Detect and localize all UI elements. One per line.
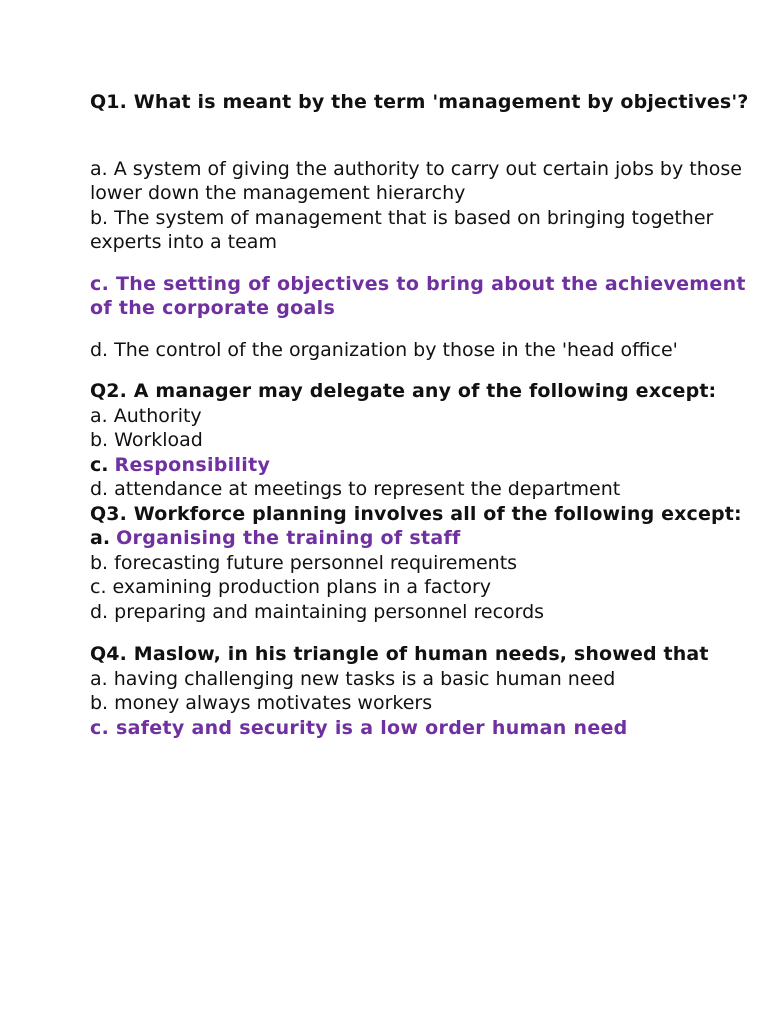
q2-option-c-answer: Responsibility (114, 453, 271, 476)
q3-option-b: b. forecasting future personnel requirements (90, 551, 518, 574)
question-1: Q1. What is meant by the term 'management by objectives'? (90, 91, 749, 113)
q1-option-a: a. A system of giving the authority to carry out certain jobs by those lower down the management hierarchy (90, 157, 742, 204)
q1-option-d: d. The control of the organization by those in the 'head office' (90, 338, 678, 361)
q3-option-c: c. examining production plans in a factory (90, 576, 491, 598)
q2-option-c-prefix: c. (90, 453, 109, 476)
q1-option-b: b. The system of management that is based on bringing together experts into a team (90, 206, 714, 253)
q2-option-c (90, 453, 750, 478)
q4-option-c-answer: c. safety and security is a low order human need (90, 716, 628, 739)
question-3: Q3. Workforce planning involves all of the following except: (90, 502, 742, 525)
q2-option-a: a. Authority (90, 404, 202, 427)
q3-option-a-prefix: a. (90, 527, 111, 549)
q3-option-a (90, 526, 750, 551)
q4-option-b: b. money always motivates workers (90, 692, 433, 714)
q4-option-a: a. having challenging new tasks is a basic human need (90, 667, 616, 690)
quiz-document (90, 90, 750, 740)
q2-option-d: d. attendance at meetings to represent the department (90, 478, 621, 500)
q3-option-d: d. preparing and maintaining personnel records (90, 600, 545, 623)
q3-option-a-answer: Organising the training of staff (116, 527, 461, 549)
question-2: Q2. A manager may delegate any of the following except: (90, 380, 717, 402)
q1-option-c-answer: c. The setting of objectives to bring about the achievement of the corporate goals (90, 272, 746, 319)
question-4: Q4. Maslow, in his triangle of human needs, showed that (90, 643, 709, 665)
q2-option-b: b. Workload (90, 429, 203, 451)
